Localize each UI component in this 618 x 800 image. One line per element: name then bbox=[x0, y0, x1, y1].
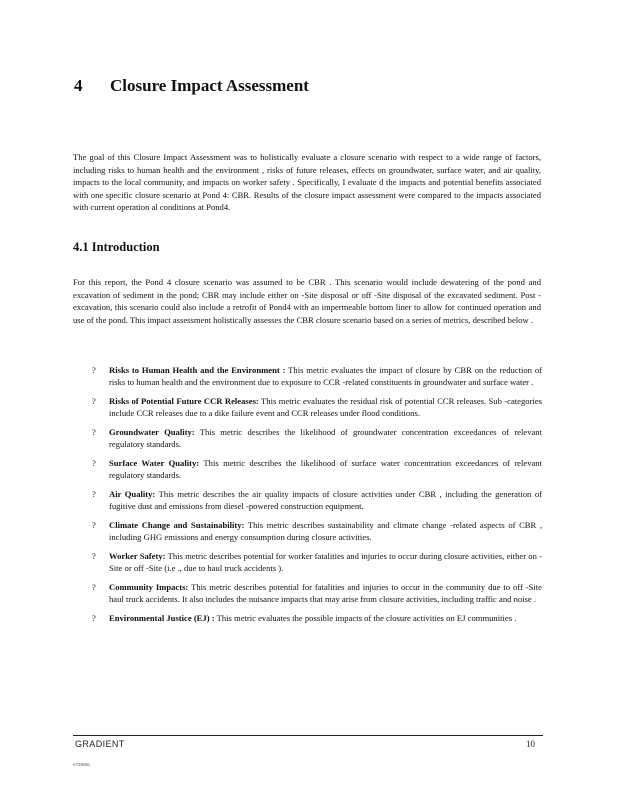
metric-description: This metric describes potential for worker fatalities and injuries to occur during closure activities, either on -Site or off -Site (i.e ., due to haul truck accidents ). bbox=[109, 551, 543, 574]
metric-term: Risks of Potential Future CCR Releases: bbox=[109, 396, 259, 406]
metric-term: Climate Change and Sustainability: bbox=[109, 520, 245, 530]
goal-paragraph: The goal of this Closure Impact Assessment was to holistically evaluate a closure scenario with respect to a wide range of factors, including risks to human health and the environment , risks of future releases, effects on groundwater, surface water, and air quality, impacts to the local community, and impacts on worker safety . Specifically, I evaluate d the impacts and potential benefits associated with one specific closure scenario at Pond 4: CBR. Results of the closure impact assessment were compared to the impacts associated with current operation al conditions at Pond4. bbox=[73, 152, 541, 213]
metric-item-climate bbox=[92, 519, 542, 543]
metric-description: This metric describes sustainability and climate change -related aspects of CBR , including GHG emissions and energy consumption during closure activities. bbox=[109, 520, 543, 543]
bullet-marker: ? bbox=[92, 427, 96, 437]
bullet-marker: ? bbox=[92, 396, 96, 406]
metric-description: This metric describes potential for fatalities and injuries to occur in the community due to off -Site haul truck accidents. It also includes the nuisance impacts that may arise from closure activities, including traffic and noise . bbox=[109, 582, 542, 605]
metric-term: Groundwater Quality: bbox=[109, 427, 195, 437]
metric-item-air-quality bbox=[92, 488, 542, 512]
footer-divider bbox=[73, 735, 543, 736]
metric-item-environmental-justice bbox=[92, 612, 542, 624]
chapter-title: Closure Impact Assessment bbox=[110, 76, 309, 95]
metric-item-community bbox=[92, 581, 542, 605]
metric-description: This metric describes the air quality impacts of closure activities under CBR , including the generation of fugitive dust and emissions from diesel -powered construction equipment. bbox=[109, 489, 542, 512]
metric-term: Environmental Justice (EJ) : bbox=[109, 613, 215, 623]
bullet-marker: ? bbox=[92, 365, 96, 375]
company-logo: GRADIENT bbox=[75, 739, 125, 749]
metric-description: This metric describes the likelihood of groundwater concentration exceedances of relevant regulatory standards. bbox=[109, 427, 542, 450]
bullet-marker: ? bbox=[92, 551, 96, 561]
metric-item-future-releases bbox=[92, 395, 542, 419]
bullet-marker: ? bbox=[92, 582, 96, 592]
bullet-marker: ? bbox=[92, 458, 96, 468]
metrics-list bbox=[92, 364, 542, 631]
metric-description: This metric describes the likelihood of surface water concentration exceedances of relevant regulatory standards. bbox=[109, 458, 542, 481]
metric-term: Surface Water Quality: bbox=[109, 458, 200, 468]
metric-description: This metric evaluates the possible impacts of the closure activities on EJ communities . bbox=[214, 613, 517, 623]
chapter-number: 4 bbox=[74, 76, 83, 95]
chapter-heading bbox=[74, 76, 544, 96]
metric-item-groundwater bbox=[92, 426, 542, 450]
metric-item-human-health bbox=[92, 364, 542, 388]
metric-term: Worker Safety: bbox=[109, 551, 166, 561]
metric-term: Community Impacts: bbox=[109, 582, 189, 592]
page-number: 10 bbox=[526, 739, 535, 749]
document-code: e72806c bbox=[73, 762, 91, 767]
metric-item-worker-safety bbox=[92, 550, 542, 574]
metric-term: Risks to Human Health and the Environment : bbox=[109, 365, 286, 375]
metric-item-surface-water bbox=[92, 457, 542, 481]
bullet-marker: ? bbox=[92, 613, 96, 623]
metric-description: This metric evaluates the residual risk of potential CCR releases. Sub -categories include CCR releases due to a dike failure event and CCR releases under flood conditions. bbox=[109, 396, 542, 419]
metric-description: This metric evaluates the impact of closure by CBR on the reduction of risks to human health and the environment due to exposure to CCR -related constituents in groundwater and surface water . bbox=[109, 365, 542, 388]
bullet-marker: ? bbox=[92, 489, 96, 499]
intro-paragraph: For this report, the Pond 4 closure scenario was assumed to be CBR . This scenario would include dewatering of the pond and excavation of sediment in the pond; CBR may include either on -Site disposal or off -Site disposal of the excavated sediment. Post -excavation, this scenario could also include a retrofit of Pond4 with an impermeable bottom liner to allow for continued operation and use of the pond. This impact assessment holistically assesses the CBR closure scenario based on a series of metrics, described below . bbox=[73, 277, 541, 325]
section-heading: 4.1 Introduction bbox=[73, 240, 160, 254]
bullet-marker: ? bbox=[92, 520, 96, 530]
metric-term: Air Quality: bbox=[109, 489, 156, 499]
